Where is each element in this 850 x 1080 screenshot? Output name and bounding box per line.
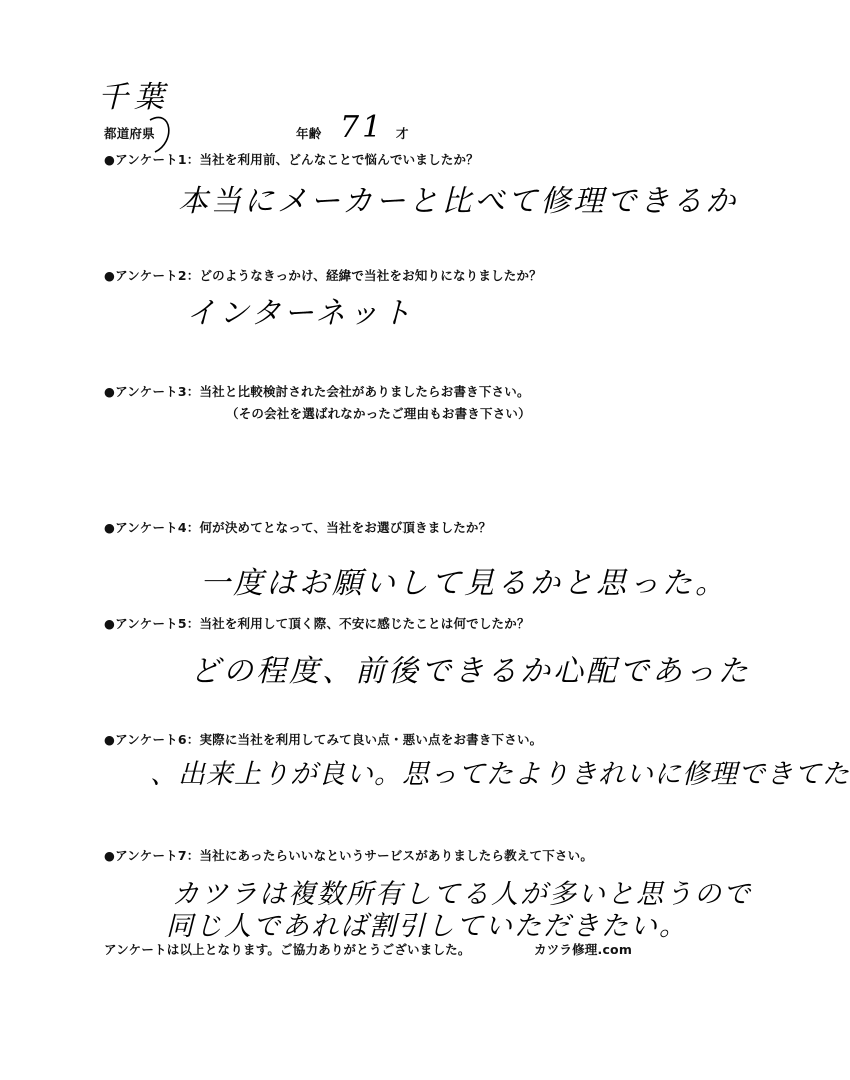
age-value: 71 — [340, 110, 385, 145]
question-2-label: ●アンケート2：どのようなきっかけ、経緯で当社をお知りになりましたか？ — [104, 268, 542, 283]
question-6-label: ●アンケート6：実際に当社を利用してみて良い点・悪い点をお書き下さい。 — [104, 732, 543, 747]
footer-thanks: アンケートは以上となります。ご協力ありがとうございました。 — [104, 942, 471, 957]
question-5-answer: どの程度、前後できるか心配であった — [190, 654, 751, 689]
question-4-label: ●アンケート4：何が決めてとなって、当社をお選び頂きましたか？ — [104, 520, 492, 535]
prefecture-handwritten: 千葉 — [98, 80, 170, 115]
question-3-label: ●アンケート3：当社と比較検討された会社がありましたらお書き下さい。 — [104, 384, 530, 399]
prefecture-label: 都道府県 — [104, 126, 155, 141]
question-5-label: ●アンケート5：当社を利用して頂く際、不安に感じたことは何でしたか？ — [104, 616, 530, 631]
question-4-answer: 一度はお願いして見るかと思った。 — [200, 566, 728, 601]
question-3-sublabel: （その会社を選ばれなかったご理由もお書き下さい） — [226, 406, 531, 421]
question-1-label: ●アンケート1：当社を利用前、どんなことで悩んでいましたか？ — [104, 152, 479, 167]
question-6-answer: 、出来上りが良い。思ってたよりきれいに修理できてた — [150, 759, 850, 790]
age-unit: 才 — [396, 126, 409, 141]
question-7-label: ●アンケート7：当社にあったらいいなというサービスがありましたら教えて下さい。 — [104, 848, 594, 863]
question-2-answer: インターネット — [186, 296, 415, 331]
footer-brand: カツラ修理.com — [534, 942, 633, 957]
question-7-answer-line-2: 同じ人であれば割引していただきたい。 — [166, 911, 688, 942]
question-7-answer-line-1: カツラは複数所有してる人が多いと思うので — [172, 879, 752, 910]
age-label: 年齢 — [296, 126, 322, 141]
question-1-answer: 本当にメーカーと比べて修理できるか — [178, 184, 739, 219]
